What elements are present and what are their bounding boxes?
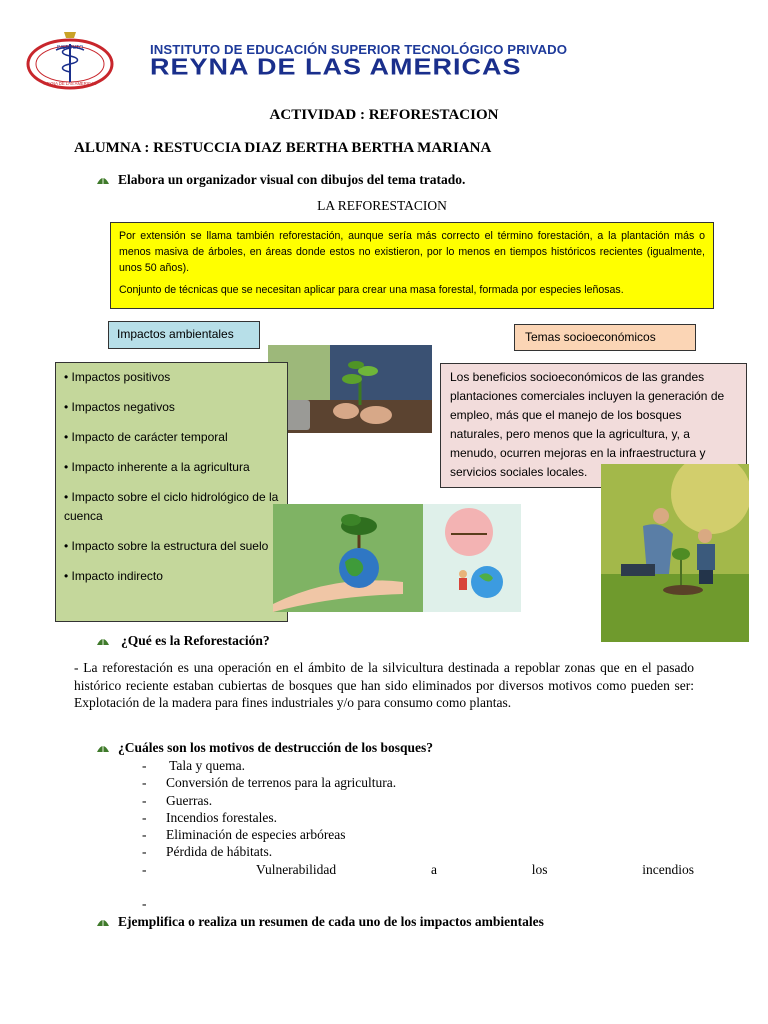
definition-box [110,222,714,309]
motive-word: Vulnerabilidad [256,861,337,877]
motive-item [142,757,694,774]
leaf-bullet-icon [96,917,110,927]
family-planting-photo [601,464,749,642]
motive-item [142,774,694,791]
institution-line: INSTITUTO DE EDUCACIÓN SUPERIOR TECNOLÓGICO PRIVADO [150,42,568,57]
motive-text: Guerras. [166,792,213,808]
impact-item: • Impactos negativos [64,400,175,414]
motive-item-empty [142,895,694,912]
dash: - [142,827,147,843]
dash: - [142,775,147,791]
motive-text-justified [166,861,694,878]
task-1-text: Elabora un organizador visual con dibujos del tema tratado. [118,172,466,187]
logo-top-text: INSTITUTO [56,45,84,51]
impact-item: • Impacto indirecto [64,569,163,583]
motive-text: Conversión de terrenos para la agricultura. [166,775,397,791]
motive-word: a [430,861,437,877]
question-1-text: ¿Qué es la Reforestación? [121,633,270,648]
institute-logo [26,30,114,90]
planting-hands-photo [268,345,432,433]
answer-1: - La reforestación es una operación en el ámbito de la silvicultura destinada a repoblar zonas que en el pasado histórico reciente estaban cubiertas de bosques que han sido eliminados por diversos motivos como pueden ser: Explotación de la madera para fines industriales y/o para consumo como plantas. [74,660,694,710]
question-2 [96,740,433,756]
dash: - [142,758,147,773]
motive-item [142,861,694,878]
dash: - [142,792,147,808]
socioeconomic-box: Los beneficios socioeconómicos de las grandes plantaciones comerciales incluyen la generación de empleo, más que el manejo de los bosques naturales, pero menos que la agricultura, y, a menudo, ocurren mejoras en la infraestructura y servicios sociales locales. [440,363,747,488]
motive-text: Pérdida de hábitats. [166,844,273,860]
motive-item [142,792,694,809]
question-1 [96,633,270,649]
motive-text: Incendios forestales. [166,809,277,825]
reforestation-subtitle: LA REFORESTACION [317,198,447,213]
leaf-bullet-icon [96,743,110,753]
student-line: ALUMNA : RESTUCCIA DIAZ BERTHA BERTHA MARIANA [74,140,492,156]
definition-paragraph-1: Por extensión se llama también reforestación, aunque sería más correcto el término forestación, a la plantación más o menos masiva de árboles, en áreas donde estos no existieron, por lo menos en tiempos históricos recientes (igualmente, unos 50 años). [119,230,705,274]
motive-text: Eliminación de especies arbóreas [166,827,346,843]
impact-item: • Impacto sobre el ciclo hidrológico de la cuenca [64,490,279,523]
question-2-text: ¿Cuáles son los motivos de destrucción de los bosques? [118,740,434,755]
impacts-list [55,362,288,622]
globe-tree-photo [273,504,521,612]
school-name: REYNA DE LAS AMERICAS [150,54,522,80]
impact-item: • Impactos positivos [64,370,171,384]
motive-text: Tala y quema. [166,758,246,773]
motive-word: los [531,861,548,877]
impact-item: • Impacto de carácter temporal [64,430,228,444]
motive-item [142,843,694,860]
task-2 [96,914,544,930]
motive-item [142,826,694,843]
definition-paragraph-2: Conjunto de técnicas que se necesitan aplicar para crear una masa forestal, formada por especies leñosas. [119,284,624,296]
motive-word: incendios [642,861,694,877]
impactos-ambientales-label: Impactos ambientales [108,321,260,349]
task-1 [96,172,465,188]
impact-item: • Impacto sobre la estructura del suelo [64,539,269,553]
dash: - [142,809,147,825]
motives-list [142,757,694,912]
temas-socioeconomicos-label: Temas socioeconómicos [514,324,696,351]
activity-title: ACTIVIDAD : REFORESTACION [269,107,499,123]
logo-bottom-text: REYNA DE LAS AMERICAS [43,81,97,86]
dash: - [142,896,147,912]
motive-item [142,809,694,826]
leaf-bullet-icon [96,175,110,185]
task-2-text: Ejemplifica o realiza un resumen de cada uno de los impactos ambientales [118,914,544,929]
dash: - [142,861,147,877]
dash: - [142,844,147,860]
impact-item: • Impacto inherente a la agricultura [64,460,250,474]
leaf-bullet-icon [96,636,110,646]
